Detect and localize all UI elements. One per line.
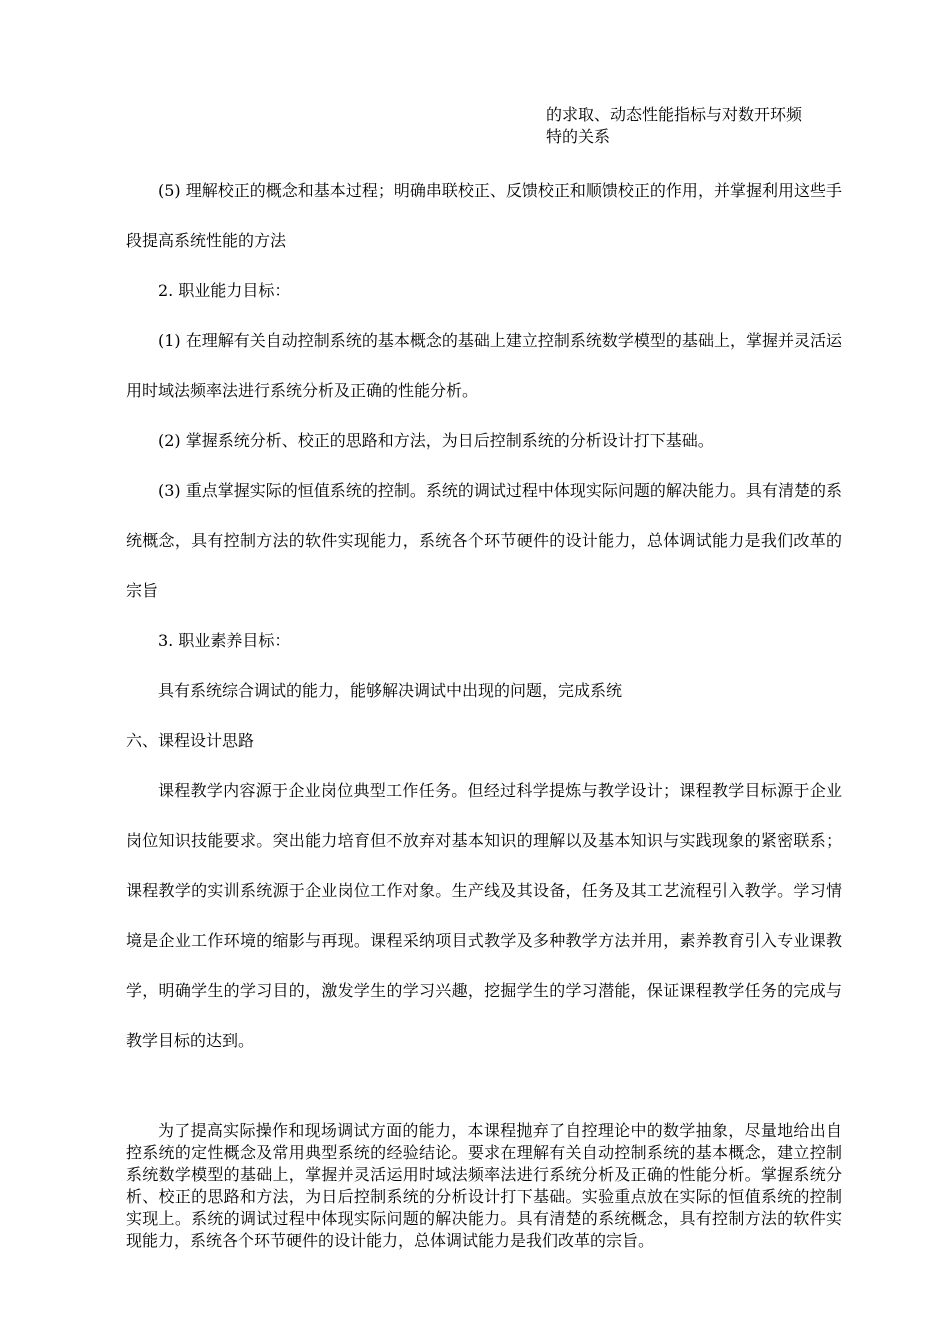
career-quality-text: 具有系统综合调试的能力，能够解决调试中出现的问题，完成系统 [158, 681, 623, 700]
career-ability-2: (2) 掌握系统分析、校正的思路和方法，为日后控制系统的分析设计打下基础。 [158, 431, 714, 450]
summary-paragraph: 为了提高实际操作和现场调试方面的能力，本课程抛弃了自控理论中的数学抽象，尽量地给出自控系统的定性概念及常用典型系统的经验结论。要求在理解有关自动控制系统的基本概念，建立控制系统数学模型的基础上，掌握并灵活运用时域法频率法进行系统分析及正确的性能分析。掌握系统分析、校正的思路和方法，为日后控制系统的分析设计打下基础。实验重点放在实际的恒值系统的控制实现上。系统的调试过程中体现实际问题的解决能力。具有清楚的系统概念，具有控制方法的软件实现能力，系统各个环节硬件的设计能力，总体调试能力是我们改革的宗旨。 [126, 1121, 842, 1250]
continued-text-fragment [546, 104, 846, 148]
career-ability-1: (1) 在理解有关自动控制系统的基本概念的基础上建立控制系统数学模型的基础上，掌握并灵活运用时域法频率法进行系统分析及正确的性能分析。 [126, 331, 842, 400]
objective-5: (5) 理解校正的概念和基本过程；明确串联校正、反馈校正和顺馈校正的作用，并掌握利用这些手段提高系统性能的方法 [126, 181, 842, 250]
career-ability-3: (3) 重点掌握实际的恒值系统的控制。系统的调试过程中体现实际问题的解决能力。具有清楚的系统概念，具有控制方法的软件实现能力，系统各个环节硬件的设计能力，总体调试能力是我们改革的宗旨 [126, 481, 842, 600]
design-paragraph: 课程教学内容源于企业岗位典型工作任务。但经过科学提炼与教学设计；课程教学目标源于企业岗位知识技能要求。突出能力培育但不放弃对基本知识的理解以及基本知识与实践现象的紧密联系；课程教学的实训系统源于企业岗位工作对象。生产线及其设备，任务及其工艺流程引入教学。学习情境是企业工作环境的缩影与再现。课程采纳项目式教学及多种教学方法并用，素养教育引入专业课教学，明确学生的学习目的，激发学生的学习兴趣，挖掘学生的学习潜能，保证课程教学任务的完成与教学目标的达到。 [126, 781, 842, 1050]
career-quality-heading: 3. 职业素养目标： [158, 631, 291, 650]
section-heading: 六、课程设计思路 [126, 731, 255, 750]
fragment-line-2: 特的关系 [546, 127, 611, 146]
career-ability-heading: 2. 职业能力目标： [158, 281, 291, 300]
fragment-line-1: 的求取、动态性能指标与对数开环频 [546, 105, 803, 124]
main-body [126, 166, 842, 1066]
